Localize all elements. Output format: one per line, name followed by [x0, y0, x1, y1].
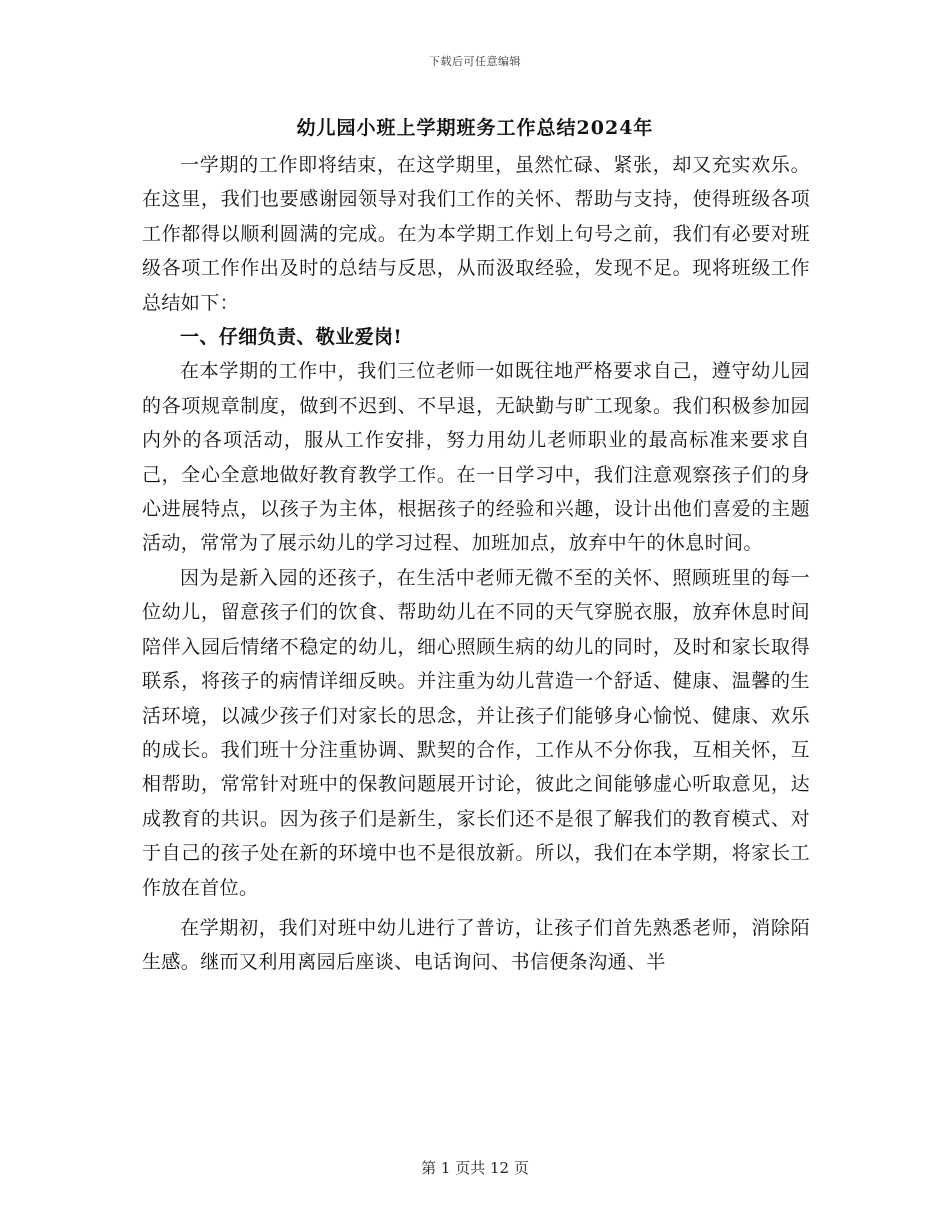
page-footer: 第 1 页共 12 页 [421, 1159, 529, 1177]
paragraph-body: 因为是新入园的还孩子，在生活中老师无微不至的关怀、照顾班里的每一位幼儿，留意孩子们的饮食、帮助幼儿在不同的天气穿脱衣服，放弃休息时间陪伴入园后情绪不稳定的幼儿，细心照顾生病的幼儿的同时，及时和家长取得联系，将孩子的病情详细反映。并注重为幼儿营造一个舒适、健康、温馨的生活环境，以减少孩子们对家长的思念，并让孩子们能够身心愉悦、健康、欢乐的成长。我们班十分注重协调、默契的合作，工作从不分你我，互相关怀，互相帮助，常常针对班中的保教问题展开讨论，彼此之间能够虚心听取意见，达成教育的共识。因为孩子们是新生，家长们还不是很了解我们的教育模式、对于自己的孩子处在新的环境中也不是很放新。所以，我们在本学期，将家长工作放在首位。 [142, 566, 810, 899]
document-body [142, 148, 810, 980]
header-note: 下载后可任意编辑 [429, 55, 521, 68]
document-title: 幼儿园小班上学期班务工作总结2024年 [296, 117, 654, 139]
paragraph-body: 在本学期的工作中，我们三位老师一如既往地严格要求自己，遵守幼儿园的各项规章制度，做到不迟到、不早退，无缺勤与旷工现象。我们积极参加园内外的各项活动，服从工作安排，努力用幼儿老师职业的最高标准来要求自己，全心全意地做好教育教学工作。在一日学习中，我们注意观察孩子们的身心进展特点，以孩子为主体，根据孩子的经验和兴趣，设计出他们喜爱的主题活动，常常为了展示幼儿的学习过程、加班加点，放弃中午的休息时间。 [142, 360, 810, 555]
paragraph-body: 在学期初，我们对班中幼儿进行了普访，让孩子们首先熟悉老师，消除陌生感。继而又利用离园后座谈、电话询问、书信便条沟通、半 [142, 916, 810, 974]
section-heading: 一、仔细负责、敬业爱岗! [180, 326, 403, 349]
paragraph-intro: 一学期的工作即将结束，在这学期里，虽然忙碌、紧张，却又充实欢乐。在这里，我们也要感谢园领导对我们工作的关怀、帮助与支持，使得班级各项工作都得以顺利圆满的完成。在为本学期工作划上句号之前，我们有必要对班级各项工作作出及时的总结与反思，从而汲取经验，发现不足。现将班级工作总结如下： [142, 154, 810, 314]
